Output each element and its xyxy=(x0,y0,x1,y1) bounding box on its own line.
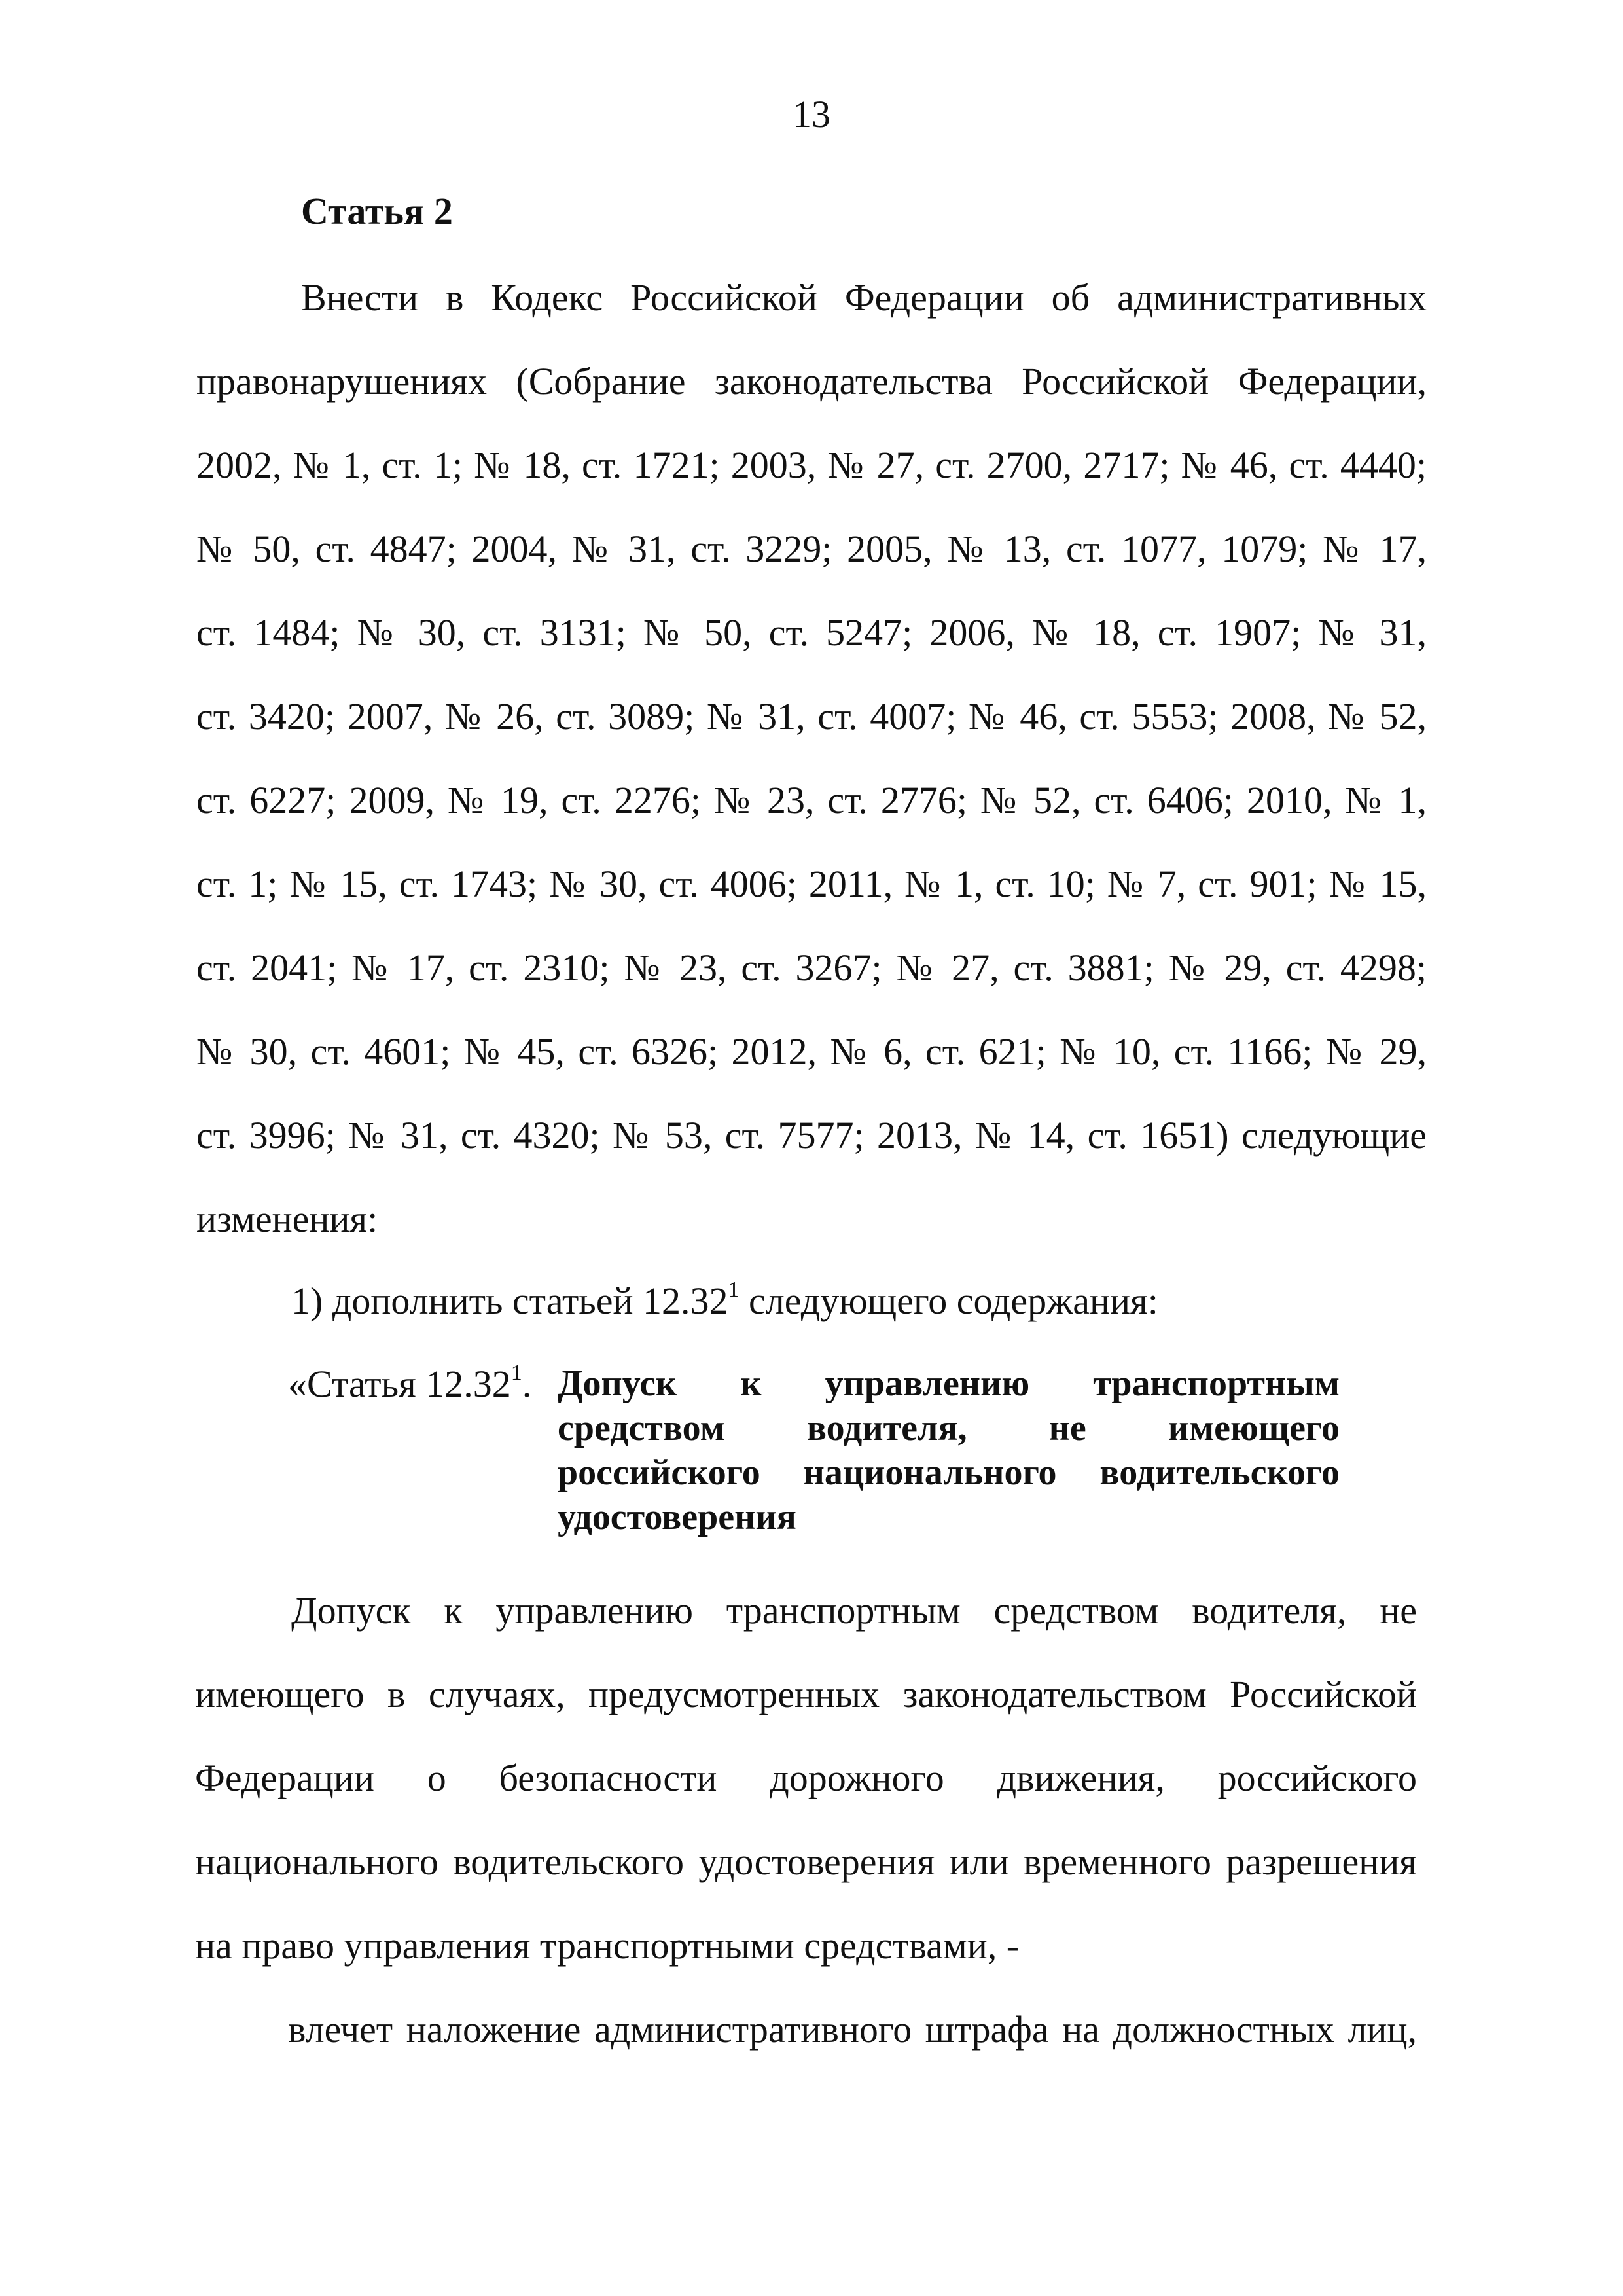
penalty-line: влечет наложение административного штрафа на должностных лиц, xyxy=(288,2008,1417,2051)
amendment-item-1 xyxy=(291,1278,1522,1324)
page-number: 13 xyxy=(793,93,830,135)
body-line: Допуск к управлению транспортным средством водителя, не xyxy=(291,1589,1417,1632)
body-line: национального водительского удостоверения или временного разрешения xyxy=(195,1840,1417,1883)
body-line: на право управления транспортными средствами, - xyxy=(195,1924,1020,1967)
new-article-title-line: удостоверения xyxy=(558,1497,796,1537)
intro-line: ст. 3996; № 31, ст. 4320; № 53, ст. 7577; 2013, № 14, ст. 1651) следующие xyxy=(196,1114,1427,1157)
article-heading: Статья 2 xyxy=(301,190,453,232)
new-article-title-line: российского национального водительского xyxy=(558,1452,1340,1493)
new-article-title-line: Допуск к управлению транспортным xyxy=(558,1363,1340,1404)
body-line: Федерации о безопасности дорожного движения, российского xyxy=(195,1757,1417,1799)
new-article-label-suffix: . xyxy=(522,1363,532,1405)
intro-line: № 50, ст. 4847; 2004, № 31, ст. 3229; 2005, № 13, ст. 1077, 1079; № 17, xyxy=(196,528,1427,570)
intro-line: ст. 1484; № 30, ст. 3131; № 50, ст. 5247; 2006, № 18, ст. 1907; № 31, xyxy=(196,611,1427,654)
intro-line: изменения: xyxy=(196,1198,378,1240)
new-article-label xyxy=(288,1361,531,1407)
intro-line: ст. 6227; 2009, № 19, ст. 2276; № 23, ст. 2776; № 52, ст. 6406; 2010, № 1, xyxy=(196,779,1427,821)
intro-line: ст. 3420; 2007, № 26, ст. 3089; № 31, ст. 4007; № 46, ст. 5553; 2008, № 52, xyxy=(196,695,1427,738)
new-article-label-text: «Статья 12.32 xyxy=(288,1363,511,1405)
new-article-title xyxy=(558,1361,1340,1539)
intro-line: Внести в Кодекс Российской Федерации об административных xyxy=(301,276,1427,319)
intro-line: № 30, ст. 4601; № 45, ст. 6326; 2012, № 6, ст. 621; № 10, ст. 1166; № 29, xyxy=(196,1030,1427,1073)
intro-line: ст. 1; № 15, ст. 1743; № 30, ст. 4006; 2011, № 1, ст. 10; № 7, ст. 901; № 15, xyxy=(196,863,1427,905)
intro-line: правонарушениях (Собрание законодательства Российской Федерации, xyxy=(196,360,1427,403)
intro-line: 2002, № 1, ст. 1; № 18, ст. 1721; 2003, № 27, ст. 2700, 2717; № 46, ст. 4440; xyxy=(196,444,1427,486)
body-line: имеющего в случаях, предусмотренных законодательством Российской xyxy=(195,1673,1417,1715)
new-article-label-sup: 1 xyxy=(510,1360,522,1385)
new-article-title-line: средством водителя, не имеющего xyxy=(558,1408,1340,1448)
amendment-item-1-tail: следующего содержания: xyxy=(739,1280,1158,1322)
intro-line: ст. 2041; № 17, ст. 2310; № 23, ст. 3267; № 27, ст. 3881; № 29, ст. 4298; xyxy=(196,946,1427,989)
amendment-item-1-text: 1) дополнить статьей 12.32 xyxy=(291,1280,728,1322)
amendment-item-1-sup: 1 xyxy=(728,1277,740,1302)
